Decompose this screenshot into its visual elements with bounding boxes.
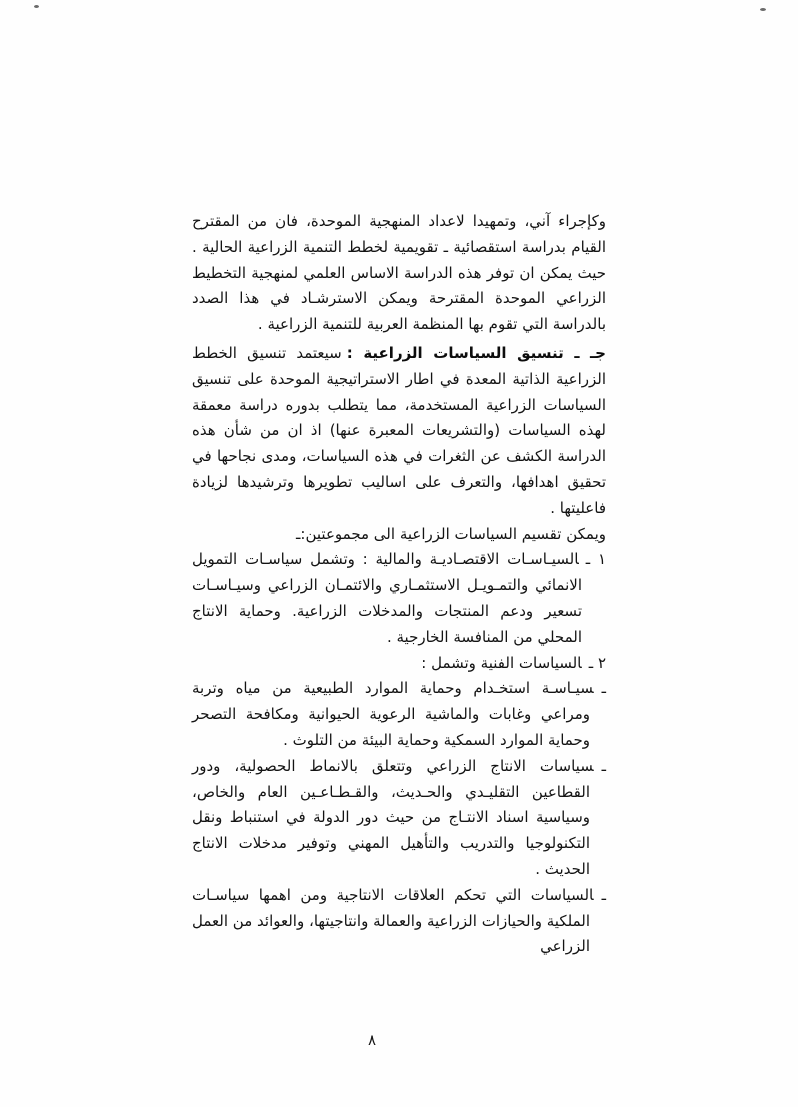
item-2-text: السياسات الفنية وتشمل : <box>421 653 582 672</box>
page-number-value: ٨ <box>367 1031 377 1049</box>
dash-marker: ـ <box>601 756 606 775</box>
section-c-heading: جـ ـ تنسيق السياسات الزراعية : <box>346 343 606 362</box>
item-1-text: السيـاسـات الاقتصـاديـة والمالية : وتشمل سياسـات التمويل الانمائي والتمـويـل الاستثمـاري والائتمـان الزراعي وسيـاسـات تسعير ودعم المنتجات والمدخلات الزراعية. وحماية الانتاج المحلي من المنافسة الخارجية . <box>192 550 582 646</box>
sub-policy-1 <box>192 676 606 753</box>
page-number <box>0 1031 798 1049</box>
list-item-1 <box>192 547 606 650</box>
section-c-body: سيعتمد تنسيق الخطط الزراعية الذاتية المعدة في اطار الاستراتيجية الموحدة على تنسيق السياسات الزراعية المستخدمة، مما يتطلب بدوره دراسة معمقة لهذه السياسات (والتشريعات المعبرة عنها) اذ ان من شأن هذه الدراسة الكشف عن الثغرات في هذه السياسات، ومدى نجاحها في تحقيق اهدافها، والتعرف على اساليب تطويرها وترشيدها لزيادة فاعليتها . <box>192 343 606 517</box>
sub-policy-2-text: سياسات الانتاج الزراعي وتتعلق بالانماط الحصولية، ودور القطاعين التقليـدي والحـديث، والقـطـاعـين العام والخاص، وسياسية اسناد الانتـاج من حيث دور الدولة في استنباط ونقل التكنولوجيا والتدريب والتأهيل المهني وتوفير مدخلات الانتاج الحديث . <box>192 756 594 878</box>
dash-marker: ـ <box>601 679 606 698</box>
sub-policy-3-text: السياسات التي تحكم العلاقات الانتاجية ومن اهمها سياسـات الملكية والحيازات الزراعية والعمالة وانتاجيتها، والعوائد من العمل الزراعي <box>192 885 594 956</box>
sub-policy-3 <box>192 883 606 960</box>
item-2-marker: ٢ ـ <box>588 653 606 672</box>
sub-policy-2 <box>192 754 606 883</box>
scan-speck <box>760 8 766 11</box>
intro-paragraph: وكإجراء آني، وتمهيدا لاعداد المنهجية الموحدة، فان من المقترح القيام بدراسة استقصائية ـ تقويمية لخطط التنمية الزراعية الحالية . حيث يمكن ان توفر هذه الدراسة الاساس العلمي لمنهجية التخطيط الزراعي الموحدة المقترحة ويمكن الاسترشـاد في هذا الصدد بالدراسة التي تقوم بها المنظمة العربية للتنمية الزراعية . <box>192 212 606 334</box>
sub-policy-1-text: سيـاسـة استخـدام وحماية الموارد الطبيعية من مياه وتربة ومراعي وغابات والماشية الرعوية الحيوانية ومكافحة التصحر وحماية الموارد السمكية وحماية البيئة من التلوث . <box>192 679 594 749</box>
section-c-paragraph <box>192 341 606 522</box>
scan-speck <box>34 5 39 8</box>
item-1-marker: ١ ـ <box>585 550 606 569</box>
dash-marker: ـ <box>601 885 606 904</box>
list-item-2 <box>192 651 606 677</box>
page-content <box>192 209 606 960</box>
groups-intro: ويمكن تقسيم السياسات الزراعية الى مجموعتين:ـ <box>296 524 606 543</box>
